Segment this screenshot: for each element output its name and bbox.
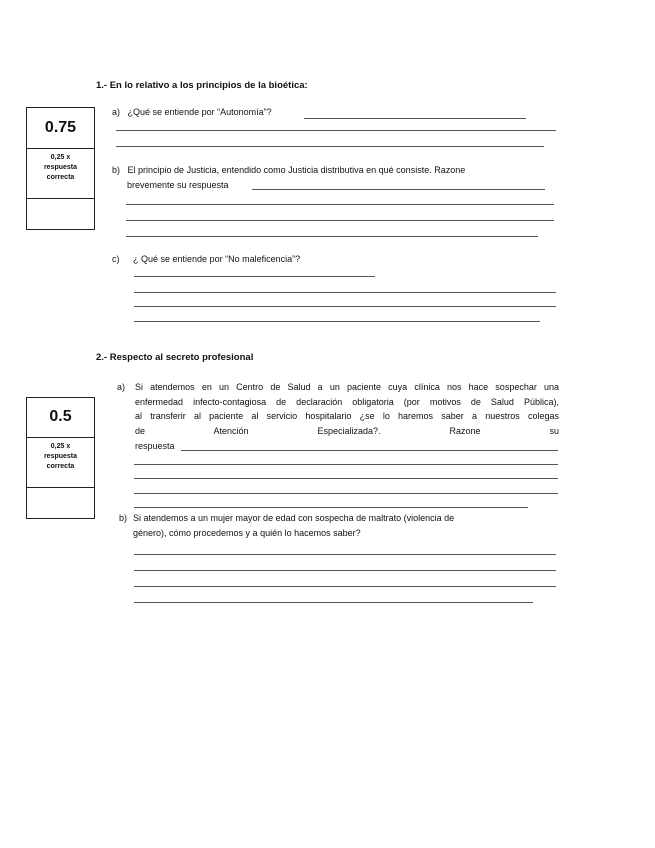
question-1b-line-2: brevemente su respuesta — [127, 180, 229, 190]
answer-line[interactable] — [134, 493, 558, 494]
answer-line[interactable] — [134, 586, 556, 587]
item-marker: a) — [117, 382, 126, 392]
item-marker: c) — [112, 254, 120, 264]
answer-line[interactable] — [134, 478, 558, 479]
score-box-q2 — [26, 397, 95, 519]
answer-line[interactable] — [116, 130, 556, 131]
question-1b — [112, 163, 465, 178]
answer-line[interactable] — [252, 189, 545, 190]
score-value: 0.5 — [27, 398, 94, 438]
item-marker: b) — [112, 165, 121, 175]
answer-line[interactable] — [126, 236, 538, 237]
answer-line[interactable] — [134, 292, 556, 293]
answer-line[interactable] — [116, 146, 544, 147]
question-1a — [112, 105, 272, 120]
question-2a-line-4: de Atención Especializada?. Razone su — [135, 426, 559, 436]
question-2b-line-1: Si atendemos a un mujer mayor de edad con sospecha de maltrato (violencia de — [133, 513, 455, 523]
score-label: 0,25 x respuesta correcta — [27, 438, 94, 488]
question-2a-line-5: respuesta — [135, 441, 175, 451]
score-blank-cell — [27, 199, 94, 229]
answer-line[interactable] — [126, 220, 554, 221]
question-2a-line-3: al transferir al paciente al servicio hospitalario ¿se lo haremos saber a nuestros colegas — [135, 411, 559, 421]
question-2a-line-2: enfermedad infecto-contagiosa de declaración obligatoria (por motivos de Salud Pública), — [135, 397, 559, 407]
answer-line[interactable] — [134, 276, 375, 277]
answer-line[interactable] — [134, 306, 556, 307]
answer-line[interactable] — [126, 204, 554, 205]
question-2b-line-2: género), cómo procedemos y a quién lo hacemos saber? — [133, 528, 361, 538]
score-blank-cell — [27, 488, 94, 518]
question-1a-text: ¿Qué se entiende por “Autonomía”? — [127, 107, 272, 117]
answer-line[interactable] — [134, 464, 558, 465]
score-label: 0,25 x respuesta correcta — [27, 149, 94, 199]
question-1b-line-1: El principio de Justicia, entendido como Justicia distributiva en qué consiste. Razone — [127, 165, 466, 175]
question-1c-text: ¿ Qué se entiende por “No maleficencia”? — [133, 254, 301, 264]
question-2-title: 2.- Respecto al secreto profesional — [96, 352, 254, 363]
item-marker: a) — [112, 107, 121, 117]
score-box-q1 — [26, 107, 95, 230]
question-2a-line-1: Si atendemos en un Centro de Salud a un paciente cuya clínica nos hace sospechar una — [135, 382, 559, 392]
answer-line[interactable] — [134, 554, 556, 555]
question-1-title: 1.- En lo relativo a los principios de la bioética: — [96, 80, 308, 91]
answer-line[interactable] — [134, 321, 540, 322]
answer-line[interactable] — [304, 118, 526, 119]
question-1c — [112, 252, 300, 267]
answer-line[interactable] — [134, 507, 528, 508]
answer-line[interactable] — [181, 450, 558, 451]
score-value: 0.75 — [27, 108, 94, 149]
item-marker: b) — [119, 513, 128, 523]
answer-line[interactable] — [134, 570, 556, 571]
answer-line[interactable] — [134, 602, 533, 603]
